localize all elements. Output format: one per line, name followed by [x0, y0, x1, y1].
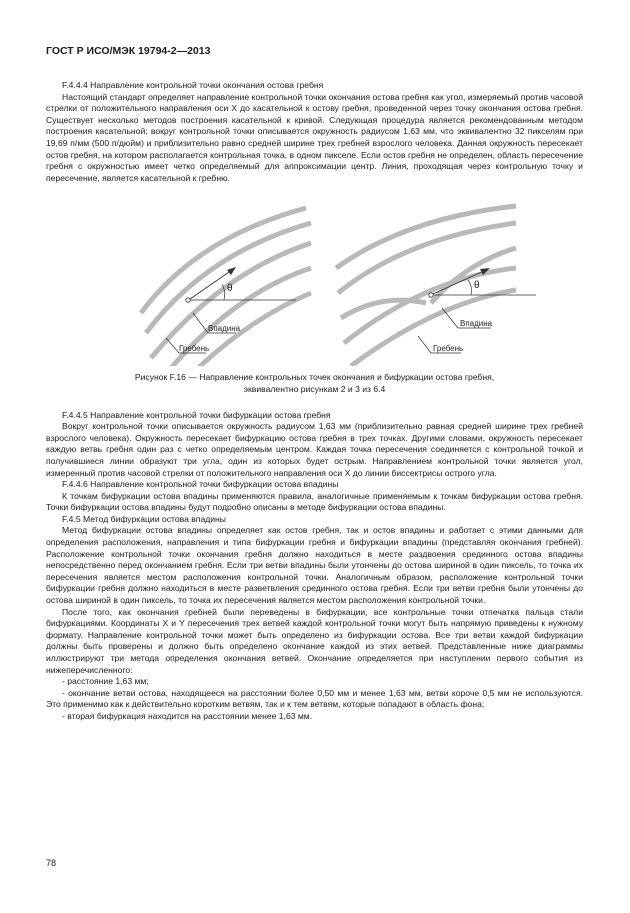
list-item: - вторая бифуркация находится на расстоянии менее 1,63 мм.: [62, 710, 313, 721]
document-header: ГОСТ Р ИСО/МЭК 19794-2—2013: [46, 45, 211, 57]
theta-label-left: θ: [227, 283, 233, 295]
page-number: 78: [46, 858, 57, 868]
list-item: - окончание ветви остова, находящееся на расстоянии более 0,50 мм и менее 1,63 мм, ветви короче 0,5 мм не используются. Это применимо как к действительно коротким ветвям, так и к тем ветвям, которые попадают в область фона;: [46, 687, 583, 710]
figure-caption: [46, 372, 583, 395]
ridge-label-right: Гребень: [433, 344, 464, 354]
paragraph-f444: Настоящий стандарт определяет направление контрольной точки окончания остова гребня как угол, измеряемый против часовой стрелки от положительного направления оси X до касательной к остову гребня, проведенной через точку окончания остова гребня. Существует несколько методов построения касательной к кривой. Следующая процедура является рекомендованным методом построения касательной: вокруг контрольной точки описывается окружность радиусом 1,63 мм, что эквивалентно 32 пикселям при 19,69 п/мм (500 п/дюйм) и приблизительно равно средней ширине трех гребней взрослого человека. Данная окружность пересекает остов гребня, на котором располагается контрольная точка, в одном пикселе. Если остов гребня не определен, область пересечение гребня с окружностью имеет четко определяемый для аппроксимации центр. Линия, проходящая через контрольную точку и пересечение, является касательной к гребню.: [46, 91, 583, 183]
section-title-f446: F.4.4.6 Направление контрольной точки бифуркации остова впадины: [62, 479, 339, 490]
valley-label-right: Впадина: [460, 319, 493, 329]
ridge-pattern-left: [141, 208, 311, 366]
section-title-f45: F.4.5 Метод бифуркации остова впадины: [62, 513, 226, 524]
ridge-label-left: Гребень: [179, 344, 210, 354]
paragraph-f445: Вокруг контрольной точки описывается окружность радиусом 1,63 мм (приблизительно равная средней ширине трех гребней взрослого человека). Окружность пересекает бифуркацию остова гребня в трех точках. Другими словами, окружность пересекает каждую ветвь гребня один раз с четко определяемым центром. Каждая точка пересечения соединяется с контрольной точкой и получившиеся линии образуют три угла, один из которых будет острым. Направлением контрольной точки является угол, измеренный против часовой стрелки от положительного направления оси X до линии биссектрисы острого угла.: [46, 421, 583, 478]
figure-f16: [46, 198, 583, 366]
figure-caption-line2: эквивалентно рисункам 2 и 3 из 6.4: [243, 383, 386, 394]
figure-caption-line1: Рисунок F.16 — Направление контрольных точек окончания и бифуркации остова гребня,: [134, 372, 495, 383]
list-item: - расстояние 1,63 мм;: [62, 676, 149, 687]
ridge-pattern-right: [336, 206, 516, 366]
paragraph-f45-1: Метод бифуркации остова впадины определяет как остов гребня, так и остов впадины и работает с этими данными для определения расположения, направления и типа бифуркации гребня и бифуркации впадины (представляя окончания гребней). Расположение контрольной точки окончания гребня должно находиться в месте раздвоения срединного остова впадины непосредственно перед окончанием гребня. Если три ветви впадины были утончены до остова шириной в один пиксель, то точка их пересечения является местом расположения контрольной точки. Аналогичным образом, расположение контрольной точки бифуркации гребня должно находиться в месте разветвления срединного остова гребня. Если три ветви гребня были утончены до остова шириной в один пиксель, то точка их пересечения является местом расположения контрольной точки.: [46, 525, 583, 606]
minutia-right: [418, 268, 536, 353]
section-title-f444: F.4.4.4 Направление контрольной точки окончания остова гребня: [62, 80, 324, 90]
theta-label-right: θ: [474, 280, 480, 292]
figure-f16-drawing: [46, 198, 583, 366]
valley-label-left: Впадина: [208, 324, 241, 334]
paragraph-f45-2: После того, как окончания гребней были переведены в бифуркации, все контрольные точки отпечатка пальца стали бифуркациями. Координаты X и Y пересечения трех ветвей каждой контрольной точки могут быть напрямую приведены к нужному формату. Направление контрольной точки может быть определено из бифуркации остова. Все три ветви каждой бифуркации должны быть проверены и должно быть определено окончание каждой из этих ветвей. Представленные ниже диаграммы иллюстрируют три метода определения окончания ветвей. Окончание определяется при наступлении первого события из нижеперечисленного:: [46, 606, 583, 675]
paragraph-f446: К точкам бифуркации остова впадины применяются правила, аналогичные применяемым к точкам бифуркации остова гребня. Точки бифуркации остова впадины будут подробно описаны в методе бифуркации остова впадины.: [46, 490, 583, 513]
section-title-f445: F.4.4.5 Направление контрольной точки бифуркации остова гребня: [62, 409, 331, 420]
page-body: [46, 80, 583, 723]
